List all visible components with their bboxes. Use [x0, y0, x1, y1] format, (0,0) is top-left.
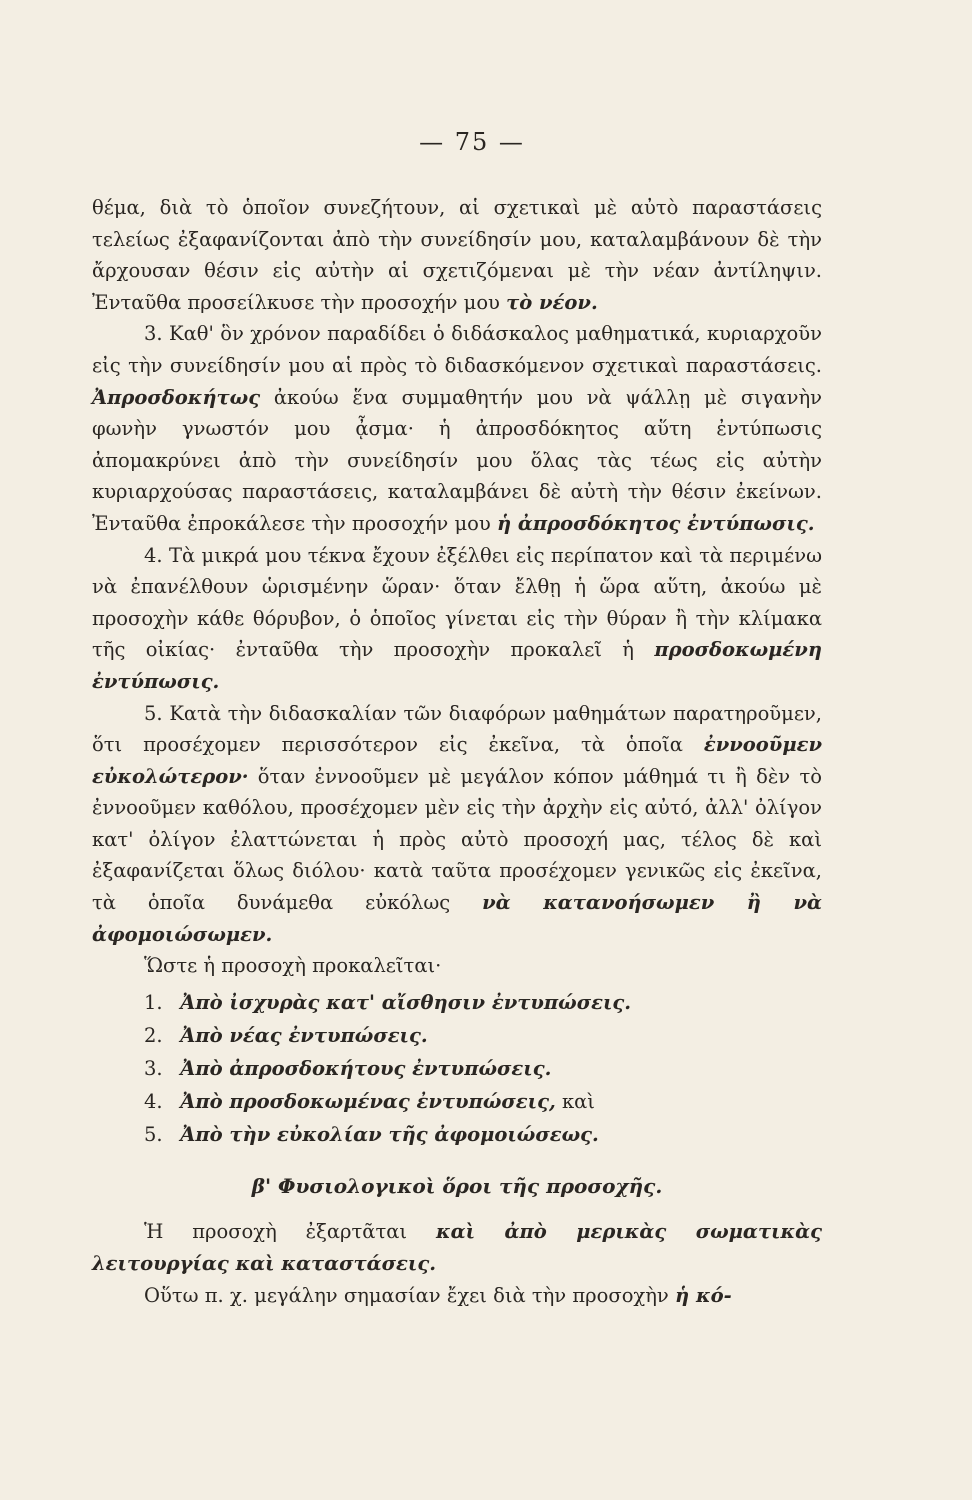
paragraph-5-emphasis-2: νὰ κατανοήσωμεν ἢ νὰ ἀφομοιώσωμεν. [92, 891, 822, 946]
list-item-text: Ἀπὸ τὴν εὐκολίαν τῆς ἀφομοιώσεως. [180, 1122, 599, 1146]
summary-intro: Ὥστε ἡ προσοχὴ προκαλεῖται· [144, 954, 442, 978]
paragraph-4-emphasis: προσδοκωμένη ἐντύπωσις. [92, 638, 822, 693]
list-item-text: Ἀπὸ ἀπροσδοκήτους ἐντυπώσεις. [180, 1056, 552, 1080]
paragraph-3-emphasis-1: Ἀπροσδοκήτως [92, 385, 261, 409]
paragraph-4-text: 4. Τὰ μικρά μου τέκνα ἔχουν ἐξέλθει εἰς περίπατον καὶ τὰ περιμένω νὰ ἐπανέλθουν ὡρισμένην ὥραν· ὅταν ἔλθῃ ἡ ὥρα αὕτη, ἀκούω μὲ προσοχὴν κάθε θόρυβον, ὁ ὁποῖος γίνεται εἰς τὴν θύραν ἢ τὴν κλίμακα τῆς οἰκίας· ἐνταῦθα τὴν προσοχὴν προκαλεῖ ἡ [92, 543, 822, 662]
paragraph-7-text: Οὕτω π. χ. μεγάλην σημασίαν ἔχει διὰ τὴν προσοχὴν [144, 1283, 675, 1307]
paragraph-example-5 [92, 698, 822, 951]
paragraph-1-text: θέμα, διὰ τὸ ὁποῖον συνεζήτουν, αἱ σχετικαὶ μὲ αὐτὸ παραστάσεις τελείως ἐξαφανίζονται ἀπὸ τὴν συνείδησίν μου, καταλαμβάνουν δὲ τὴν ἄρχουσαν θέσιν εἰς αὐτὴν αἱ σχετιζόμεναι μὲ τὴν νέαν ἀντίληψιν. Ἐνταῦθα προσείλκυσε τὴν προσοχήν μου [92, 196, 822, 314]
paragraph-1-emphasis: τὸ νέον. [506, 290, 598, 314]
list-item-text: Ἀπὸ νέας ἐντυπώσεις. [180, 1023, 428, 1047]
paragraph-1 [92, 192, 822, 318]
list-item [92, 1085, 822, 1118]
section-heading [92, 1171, 822, 1203]
attention-causes-list [92, 986, 822, 1151]
list-item-text: Ἀπὸ προσδοκωμένας ἐντυπώσεις, [180, 1089, 556, 1113]
list-item-tail: καὶ [555, 1089, 595, 1113]
paragraph-3-emphasis-2: ἡ ἀπροσδόκητος ἐντύπωσις. [496, 511, 815, 535]
list-item-number: 4. [144, 1089, 163, 1113]
list-item-text: Ἀπὸ ἰσχυρὰς κατ' αἴσθησιν ἐντυπώσεις. [180, 990, 632, 1014]
paragraph-5-text-b: ὅταν ἐννοοῦμεν μὲ μεγάλον κόπον μάθημά τι ἢ δὲν τὸ ἐννοοῦμεν καθόλου, προσέχομεν μὲν εἰς τὴν ἀρχὴν εἰς αὐτό, ἀλλ' ὀλίγον κατ' ὀλίγον ἐλαττώνεται ἡ πρὸς αὐτὸ προσοχή μας, τέλος δὲ καὶ ἐξαφανίζεται ὅλως διόλου· κατὰ ταῦτα προσέχομεν γενικῶς εἰς ἐκεῖνα, τὰ ὁποῖα δυνάμεθα εὐκόλως [92, 764, 822, 915]
paragraph-5-emphasis-1: ἐννοοῦμεν εὐκολώτερον· [92, 733, 822, 788]
list-item-number: 3. [144, 1056, 163, 1080]
list-item [92, 986, 822, 1019]
paragraph-7-emphasis: ἡ κό- [675, 1283, 732, 1307]
paragraph-3-text-b: ἀκούω ἕνα συμμαθητήν μου νὰ ψάλλῃ μὲ σιγανὴν φωνὴν γνωστόν μου ᾆσμα· ἡ ἀπροσδόκητος αὕτη ἐντύπωσις ἀπομακρύνει ἀπὸ τὴν συνείδησίν μου ὅλας τὰς τέως εἰς αὐτὴν κυριαρχούσας παραστάσεις, καταλαμβάνει δὲ αὐτὴ τὴν θέσιν ἐκείνων. Ἐνταῦθα ἐπροκάλεσε τὴν προσοχήν μου [92, 385, 822, 535]
list-item-number: 5. [144, 1122, 163, 1146]
paragraph-6-text: Ἡ προσοχὴ ἐξαρτᾶται [144, 1220, 436, 1244]
list-item [92, 1019, 822, 1052]
list-item-number: 2. [144, 1023, 163, 1047]
page-body [92, 192, 822, 1311]
list-item [92, 1118, 822, 1151]
paragraph-3-text-a: 3. Καθ' ὃν χρόνον παραδίδει ὁ διδάσκαλος μαθηματικά, κυριαρχοῦν εἰς τὴν συνείδησίν μου αἱ πρὸς τὸ διδασκόμενον σχετικαὶ παραστάσεις. [92, 322, 822, 377]
paragraph-5-text-a: 5. Κατὰ τὴν διδασκαλίαν τῶν διαφόρων μαθημάτων παρατηροῦμεν, ὅτι προσέχομεν περισσότερον εἰς ἐκεῖνα, τὰ ὁποῖα [92, 701, 822, 757]
paragraph-example-4 [92, 540, 822, 698]
list-item [92, 1052, 822, 1085]
page-number: — 75 — [419, 128, 525, 156]
section-heading-label: β' [251, 1173, 272, 1198]
paragraph-last [92, 1280, 822, 1312]
paragraph-example-3 [92, 318, 822, 539]
paragraph-6-emphasis: καὶ ἀπὸ μερικὰς σωματικὰς λειτουργίας καὶ καταστάσεις. [92, 1220, 822, 1276]
section-heading-text: Φυσιολογικοὶ ὅροι τῆς προσοχῆς. [271, 1173, 663, 1198]
paragraph-physiological [92, 1216, 822, 1279]
list-item-number: 1. [144, 990, 163, 1014]
